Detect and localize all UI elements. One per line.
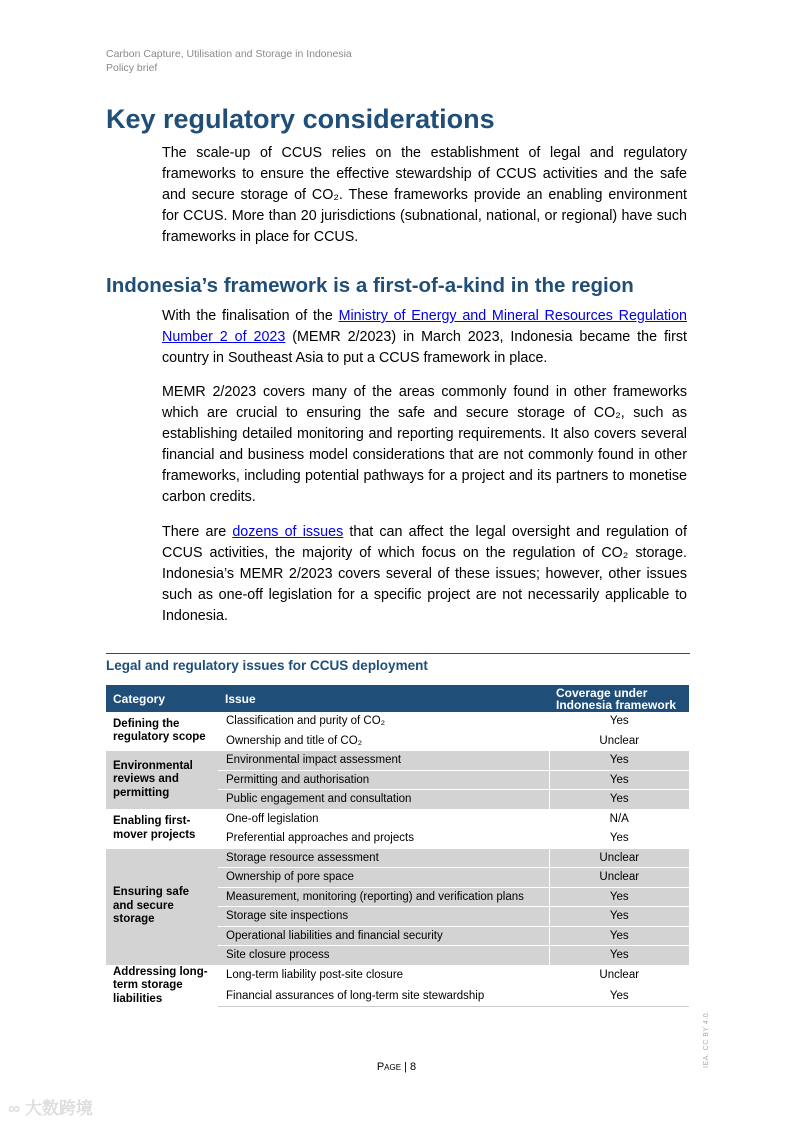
coverage-cell: Unclear bbox=[549, 848, 689, 868]
header-subtitle: Policy brief bbox=[106, 62, 158, 74]
paragraph-3 bbox=[162, 522, 687, 627]
header-category: Category bbox=[106, 685, 218, 712]
issue-cell: Classification and purity of CO₂ bbox=[218, 712, 549, 731]
issue-cell: Ownership of pore space bbox=[218, 868, 549, 888]
category-cell: Enabling first-mover projects bbox=[106, 809, 218, 848]
page-num: 8 bbox=[410, 1061, 417, 1073]
issue-cell: Financial assurances of long-term site stewardship bbox=[218, 986, 549, 1007]
license-credit: IEA. CC BY 4.0. bbox=[703, 1010, 710, 1068]
regulatory-issues-table bbox=[106, 685, 689, 1007]
table-row bbox=[106, 965, 689, 986]
page-label: Page bbox=[376, 1061, 402, 1073]
table-row bbox=[106, 848, 689, 868]
dozens-of-issues-link[interactable]: dozens of issues bbox=[232, 524, 344, 540]
intro-paragraph: The scale-up of CCUS relies on the establishment of legal and regulatory frameworks to ensure the effective stewardship of CCUS activities and the safe and secure storage of CO₂. These frameworks provide an enabling environment for CCUS. More than 20 jurisdictions (subnational, national, or regional) have such frameworks in place for CCUS. bbox=[162, 145, 687, 245]
coverage-cell: Yes bbox=[549, 751, 689, 771]
issue-cell: Site closure process bbox=[218, 946, 549, 966]
header-title: Carbon Capture, Utilisation and Storage in Indonesia bbox=[106, 48, 352, 60]
issue-cell: Preferential approaches and projects bbox=[218, 829, 549, 849]
table-row bbox=[106, 751, 689, 771]
table-row bbox=[106, 809, 689, 829]
page-title: Key regulatory considerations bbox=[106, 104, 495, 134]
coverage-cell: Yes bbox=[549, 986, 689, 1007]
category-cell: Addressing long-term storage liabilities bbox=[106, 965, 218, 1007]
text: There are bbox=[162, 524, 233, 540]
page-number: Page | 8 bbox=[376, 1061, 417, 1073]
memr-regulation-link[interactable]: Ministry of Energy and Mineral Resources Regulation Number 2 of 2023 bbox=[162, 308, 687, 345]
paragraph-1 bbox=[162, 306, 687, 369]
issue-cell: Permitting and authorisation bbox=[218, 770, 549, 790]
coverage-cell: Yes bbox=[549, 829, 689, 849]
table-row bbox=[106, 712, 689, 731]
issue-cell: Ownership and title of CO₂ bbox=[218, 731, 549, 751]
issue-cell: Environmental impact assessment bbox=[218, 751, 549, 771]
issue-cell: Storage site inspections bbox=[218, 907, 549, 927]
coverage-cell: Yes bbox=[549, 907, 689, 927]
issue-cell: Public engagement and consultation bbox=[218, 790, 549, 810]
header-coverage: Coverage under Indonesia framework bbox=[549, 685, 689, 712]
coverage-cell: Yes bbox=[549, 790, 689, 810]
issue-cell: Storage resource assessment bbox=[218, 848, 549, 868]
text: With the finalisation of the bbox=[162, 308, 339, 324]
coverage-cell: Yes bbox=[549, 887, 689, 907]
coverage-cell: Unclear bbox=[549, 965, 689, 986]
category-cell: Ensuring safe and secure storage bbox=[106, 848, 218, 965]
watermark-logo: ∞ 大数跨境 bbox=[8, 1099, 93, 1118]
header-issue: Issue bbox=[218, 685, 549, 712]
issue-cell: Operational liabilities and financial security bbox=[218, 926, 549, 946]
coverage-cell: Yes bbox=[549, 946, 689, 966]
coverage-cell: Unclear bbox=[549, 868, 689, 888]
divider bbox=[106, 653, 690, 654]
text: (MEMR 2/2023) in March 2023, Indonesia became the first country in Southeast Asia to put a CCUS framework in place. bbox=[162, 329, 687, 366]
coverage-cell: Unclear bbox=[549, 731, 689, 751]
running-header bbox=[106, 47, 352, 75]
coverage-cell: Yes bbox=[549, 770, 689, 790]
issue-cell: One-off legislation bbox=[218, 809, 549, 829]
coverage-cell: Yes bbox=[549, 712, 689, 731]
text: that can affect the legal oversight and regulation of CCUS activities, the majority of which focus on the regulation of CO₂ storage. Indonesia’s MEMR 2/2023 covers several of these issues; however, other issues such as one-off legislation for a specific project are not necessarily applicable to Indonesia. bbox=[162, 524, 687, 624]
issue-cell: Long-term liability post-site closure bbox=[218, 965, 549, 986]
coverage-cell: Yes bbox=[549, 926, 689, 946]
category-cell: Defining the regulatory scope bbox=[106, 712, 218, 751]
issue-cell: Measurement, monitoring (reporting) and verification plans bbox=[218, 887, 549, 907]
table-title: Legal and regulatory issues for CCUS deployment bbox=[106, 658, 428, 673]
section-title: Indonesia’s framework is a first-of-a-kind in the region bbox=[106, 274, 634, 297]
coverage-cell: N/A bbox=[549, 809, 689, 829]
category-cell: Environmental reviews and permitting bbox=[106, 751, 218, 810]
paragraph-2: MEMR 2/2023 covers many of the areas commonly found in other frameworks which are crucial to ensuring the safe and secure storage of CO₂, such as establishing detailed monitoring and reporting requirements. It also covers several financial and business model considerations that are not commonly found in other frameworks, including potential pathways for a project and its partners to monetise carbon credits. bbox=[162, 384, 687, 505]
